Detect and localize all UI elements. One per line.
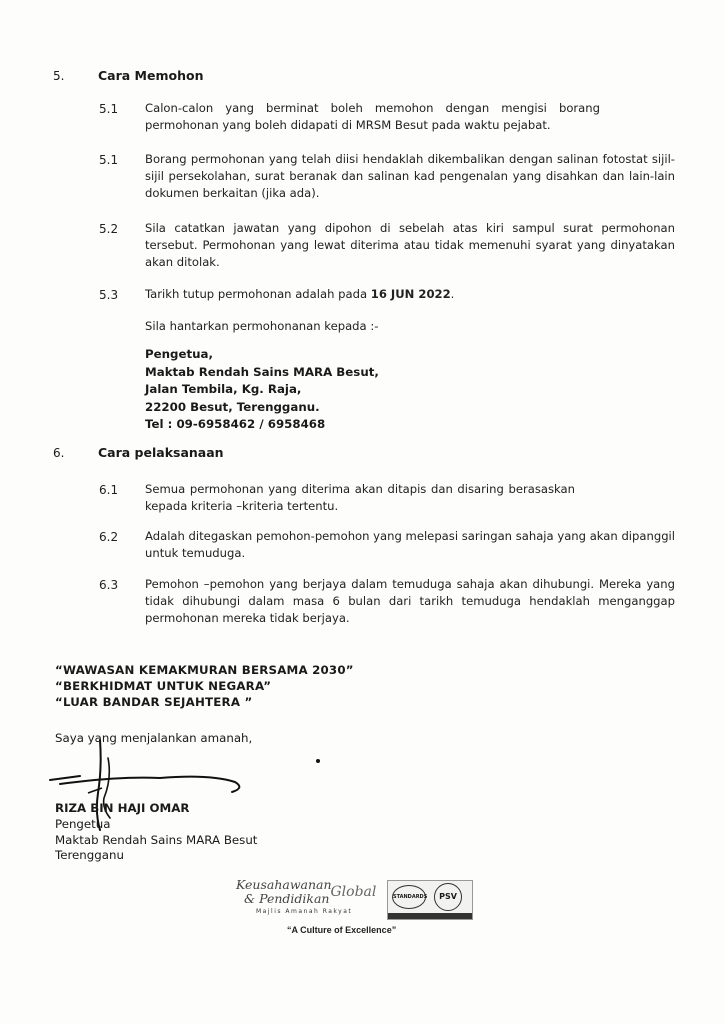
item-5-1a-text: Calon-calon yang berminat boleh memohon dengan mengisi borang permohonan yang boleh didapati di MRSM Besut pada waktu pejabat. [145,101,600,133]
item-5-1a-number: 5.1 [99,102,119,116]
logo-global: Global [330,884,377,900]
motto-line: “LUAR BANDAR SEJAHTERA ” [55,695,253,709]
signatory-position: Pengetua [55,816,111,831]
standards-badge: STANDARDS [392,885,426,909]
ink-dot [316,759,320,763]
item-5-3-text-before: Tarikh tutup permohonan adalah pada [145,287,371,301]
logo-subtitle: Majlis Amanah Rakyat [256,908,353,915]
signatory-state: Terengganu [55,848,124,863]
item-5-3-text-after: . [450,287,455,301]
logo-line-1: Keusahawanan [236,877,332,892]
logo-line-2: & PendidikanGlobal [244,884,377,906]
signatory-name: RIZA BIN HAJI OMAR [55,801,190,815]
motto-block [55,662,354,710]
closing-date: 16 JUN 2022 [370,287,451,301]
item-6-1-text: Semua permohonan yang diterima akan ditapis dan disaring berasaskan kepada kriteria –kriteria tertentu. [145,482,575,514]
section-6-title: Cara pelaksanaan [98,445,224,460]
item-6-2-text: Adalah ditegaskan pemohon-pemohon yang melepasi saringan sahaja yang akan dipanggil untuk temuduga. [145,529,675,561]
item-5-3-text [145,286,675,303]
section-5-number: 5. [53,69,65,83]
section-5-title: Cara Memohon [98,68,204,83]
address-line: 22200 Besut, Terengganu. [145,399,320,414]
item-5-2-text: Sila catatkan jawatan yang dipohon di sebelah atas kiri sampul surat permohonan tersebut. Permohonan yang lewat diterima atau tidak memenuhi syarat yang dinyatakan akan ditolak. [145,221,675,270]
address-line: Maktab Rendah Sains MARA Besut, [145,364,379,379]
badge-strip [388,913,472,919]
item-6-2-number: 6.2 [99,530,119,544]
address-line: Pengetua, [145,347,213,361]
certification-badges [387,880,473,920]
item-6-1-number: 6.1 [99,483,119,497]
motto-line: “WAWASAN KEMAKMURAN BERSAMA 2030” [55,663,354,677]
section-6-number: 6. [53,446,65,460]
psv-badge: PSV [434,883,462,911]
send-to-label: Sila hantarkan permohonanan kepada :- [145,319,379,333]
address-phone: Tel : 09-6958462 / 6958468 [145,417,326,431]
address-line: Jalan Tembila, Kg. Raja, [145,382,302,396]
tagline: “A Culture of Excellence” [287,925,397,935]
address-block [145,346,379,434]
item-5-3-number: 5.3 [99,288,119,302]
item-6-3-number: 6.3 [99,578,119,592]
item-5-1b-number: 5.1 [99,153,119,167]
signature-block [55,801,257,864]
signatory-institution: Maktab Rendah Sains MARA Besut [55,832,258,847]
item-5-2-number: 5.2 [99,222,119,236]
keusahawanan-logo [236,878,376,928]
closing-line: Saya yang menjalankan amanah, [55,731,253,745]
item-6-3-text: Pemohon –pemohon yang berjaya dalam temuduga sahaja akan dihubungi. Mereka yang tidak dihubungi dalam masa 6 bulan dari tarikh temuduga hendaklah menganggap permohonan mereka tidak berjaya. [145,577,675,626]
item-5-1b-text: Borang permohonan yang telah diisi hendaklah dikembalikan dengan salinan fotostat sijil-sijil persekolahan, surat beranak dan salinan kad pengenalan yang disahkan dan lain-lain dokumen berkaitan (jika ada). [145,152,675,201]
motto-line: “BERKHIDMAT UNTUK NEGARA” [55,679,272,693]
